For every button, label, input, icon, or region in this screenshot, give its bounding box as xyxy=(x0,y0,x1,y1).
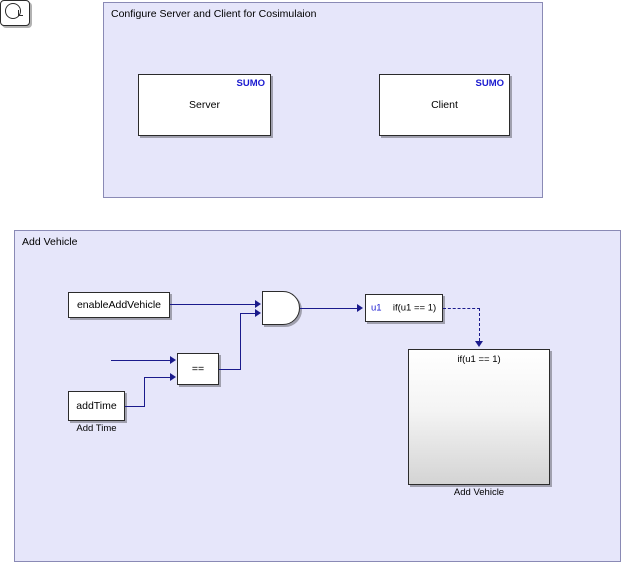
action-signal-horizontal xyxy=(443,308,480,309)
client-sumo-tag: SUMO xyxy=(475,78,504,89)
signal-enable-to-and-arrow xyxy=(255,300,261,308)
action-signal-vertical xyxy=(479,308,480,341)
signal-clock-to-compare-arrow xyxy=(170,356,176,364)
configure-subsystem-title: Configure Server and Client for Cosimulaion xyxy=(111,8,317,20)
enable-add-vehicle-label: enableAddVehicle xyxy=(76,299,162,311)
sumo-server-block[interactable] xyxy=(138,74,271,136)
signal-compare-out xyxy=(219,369,241,370)
add-vehicle-action-caption: Add Vehicle xyxy=(453,487,505,498)
client-block-label: Client xyxy=(431,99,458,111)
signal-compare-to-and xyxy=(240,313,256,314)
clock-hand-hour xyxy=(18,15,23,16)
add-time-caption: Add Time xyxy=(76,423,117,434)
if-block-condition-label: if(u1 == 1) xyxy=(392,302,437,314)
relational-operator-label: == xyxy=(191,363,205,375)
sumo-client-block[interactable] xyxy=(379,74,510,136)
clock-block[interactable] xyxy=(0,0,30,26)
add-time-label: addTime xyxy=(76,400,117,412)
signal-and-to-if xyxy=(300,308,358,309)
clock-icon xyxy=(5,3,21,19)
signal-and-to-if-arrow xyxy=(357,304,363,312)
signal-clock-to-compare xyxy=(111,360,170,361)
add-vehicle-subsystem-title: Add Vehicle xyxy=(22,236,78,248)
add-time-block[interactable] xyxy=(68,391,125,421)
server-block-label: Server xyxy=(189,99,220,111)
relational-operator-block[interactable] xyxy=(177,353,219,385)
signal-compare-to-and-arrow xyxy=(255,309,261,317)
signal-enable-to-and xyxy=(170,304,256,305)
enable-add-vehicle-block[interactable] xyxy=(68,292,170,318)
add-vehicle-action-condition-label: if(u1 == 1) xyxy=(457,354,501,365)
logical-and-gate-block[interactable] xyxy=(262,291,300,325)
signal-addtime-to-compare xyxy=(144,377,170,378)
if-block[interactable] xyxy=(365,294,443,322)
signal-addtime-to-compare-arrow xyxy=(170,373,176,381)
add-vehicle-action-block[interactable] xyxy=(408,349,550,485)
signal-compare-vertical xyxy=(240,313,241,370)
if-block-port-label: u1 xyxy=(371,302,382,314)
action-signal-arrow xyxy=(475,341,483,347)
signal-addtime-horizontal xyxy=(125,406,145,407)
server-sumo-tag: SUMO xyxy=(236,78,265,89)
signal-addtime-vertical xyxy=(144,377,145,407)
